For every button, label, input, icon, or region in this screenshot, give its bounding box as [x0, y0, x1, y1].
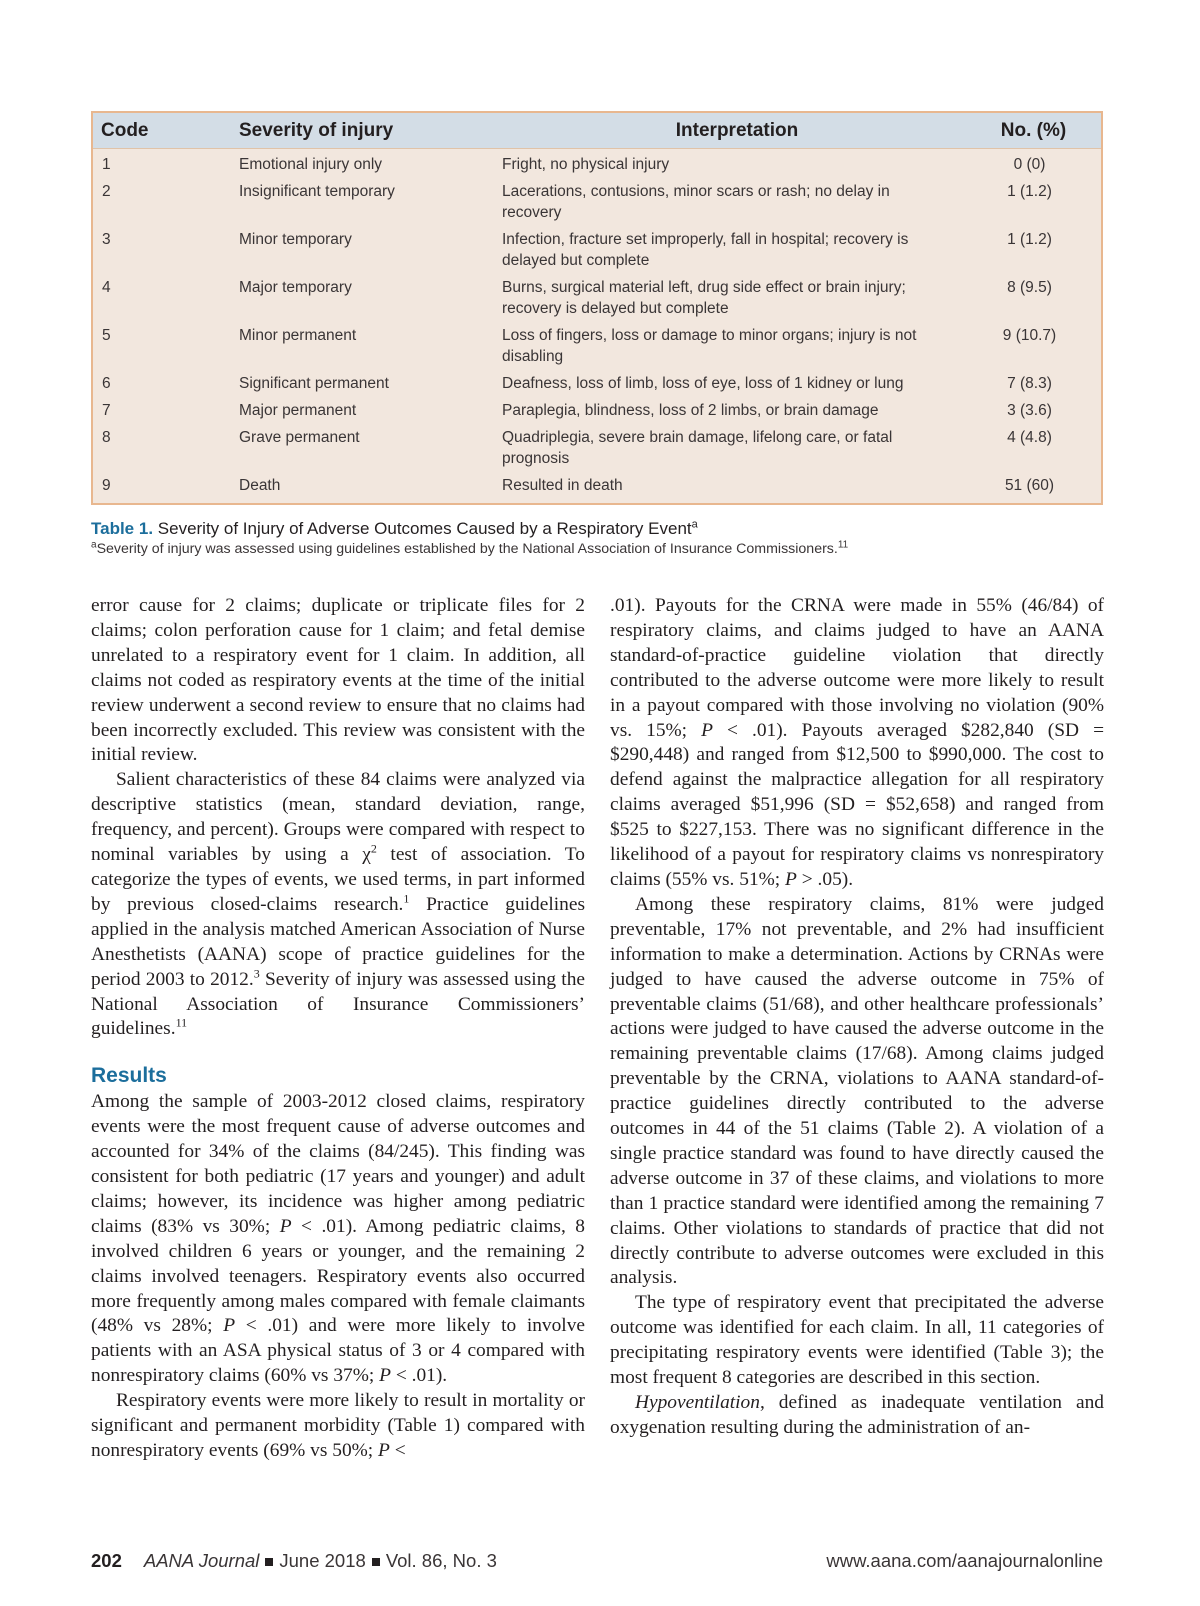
text-run: Salient characteristics of these 84 claims were analyzed via descriptive statistics (mean, standard deviation, range, frequency, and percent). Groups were compared with respect to nominal variables by using a χ	[91, 769, 585, 866]
text-run: .01). Payouts for the CRNA were made in 55% (46/84) of respiratory claims, and claims judged to have an AANA standard-of-practice guideline violation that directly contributed to the adverse outcome were more likely to result in a payout compared with those involving no violation (90% vs. 15%;	[610, 595, 1104, 741]
issue-volume: Vol. 86, No. 3	[385, 1550, 497, 1571]
paragraph: The type of respiratory event that precipitated the adverse outcome was identified for each claim. In all, 11 categories of precipitating respiratory events were identified (Table 3); the most frequent 8 categories are described in this section.	[610, 1292, 1104, 1389]
paragraph: error cause for 2 claims; duplicate or triplicate files for 2 claims; colon perforation cause for 1 claim; and fetal demise unrelated to a respiratory event for 1 claim. In addition, all claims not coded as respiratory events at the time of the initial review underwent a second review to ensure that no claims had been incorrectly excluded. This review was consistent with the initial review.	[91, 595, 585, 766]
table-row	[93, 400, 1101, 421]
table-body	[93, 149, 1101, 503]
table-caption-label: Table 1.	[91, 519, 154, 538]
cell-code: 1	[102, 156, 111, 173]
table-caption	[91, 519, 1103, 539]
cell-interpretation: Deafness, loss of limb, loss of eye, loss of 1 kidney or lung	[502, 375, 904, 392]
cell-interpretation: Quadriplegia, severe brain damage, lifelong care, or fatal prognosis	[502, 429, 893, 467]
p-value-symbol: P	[279, 1215, 292, 1237]
table-row	[93, 373, 1101, 394]
cell-count: 4 (4.8)	[1007, 429, 1052, 446]
cell-count: 8 (9.5)	[1007, 279, 1052, 296]
table-row	[93, 229, 1101, 271]
cell-severity: Emotional injury only	[239, 156, 383, 173]
cell-severity: Minor temporary	[239, 231, 352, 248]
footnote-ref: 11	[837, 539, 849, 551]
p-value-symbol: P	[701, 719, 713, 741]
cell-code: 7	[102, 402, 111, 419]
table-row	[93, 277, 1101, 319]
footnote-text: Severity of injury was assessed using guidelines established by the National Association of Insurance Commissioners.	[96, 541, 838, 557]
page-footer	[91, 1550, 1103, 1576]
p-value-symbol: P	[379, 1365, 391, 1387]
citation: 1	[403, 891, 410, 906]
paragraph	[91, 1389, 585, 1464]
header-code: Code	[101, 119, 149, 141]
table-row	[93, 475, 1101, 496]
cell-count: 3 (3.6)	[1007, 402, 1052, 419]
cell-severity: Minor permanent	[239, 327, 357, 344]
cell-interpretation: Fright, no physical injury	[502, 156, 670, 173]
text-run: test of association. To categorize the types of events, we used terms, in part informed by previous closed-claims research.	[91, 844, 585, 915]
cell-severity: Death	[239, 477, 281, 494]
page-number: 202	[91, 1550, 122, 1571]
cell-code: 4	[102, 279, 111, 296]
cell-count: 7 (8.3)	[1007, 375, 1052, 392]
text-run: < .01).	[390, 1365, 448, 1387]
p-value-symbol: P	[223, 1315, 236, 1337]
cell-count: 1 (1.2)	[1007, 183, 1052, 200]
paragraph	[91, 1090, 585, 1389]
footnote-marker: a	[91, 539, 97, 551]
table-footnote	[91, 541, 1103, 557]
cell-severity: Major permanent	[239, 402, 357, 419]
journal-name: AANA Journal	[143, 1550, 260, 1571]
square-bullet-icon	[265, 1558, 273, 1566]
p-value-symbol: P	[378, 1440, 390, 1461]
term: Hypoventilation	[635, 1392, 760, 1413]
header-count: No. (%)	[1000, 119, 1067, 141]
right-column	[610, 594, 1104, 1441]
paragraph	[610, 1391, 1104, 1441]
table-header	[93, 113, 1101, 149]
issue-date: June 2018	[279, 1550, 366, 1571]
cell-interpretation: Resulted in death	[502, 477, 623, 494]
cell-code: 6	[102, 375, 111, 392]
text-run: < .01). Among pediatric claims, 8 involved children 6 years or younger, and the remaining 2 claims involved teenagers. Respiratory events also occurred more frequently among males compared with female claimants (48% vs 28%;	[91, 1215, 585, 1337]
cell-interpretation: Loss of fingers, loss or damage to minor organs; injury is not disabling	[502, 327, 917, 365]
cell-code: 9	[102, 477, 111, 494]
cell-interpretation: Infection, fracture set improperly, fall in hospital; recovery is delayed but complete	[502, 231, 909, 269]
text-run: < .01). Payouts averaged $282,840 (SD = $290,448) and ranged from $12,500 to $990,000. The cost to defend against the malpractice allegation for all respiratory claims averaged $51,996 (SD = $52,658) and ranged from $525 to $227,153. There was no significant difference in the likelihood of a payout for respiratory claims vs nonrespiratory claims (55% vs. 51%;	[610, 719, 1105, 890]
cell-severity: Grave permanent	[239, 429, 360, 446]
text-run: Respiratory events were more likely to result in mortality or significant and permanent morbidity (Table 1) compared with nonrespiratory events (69% vs 50%;	[91, 1390, 585, 1461]
journal-url[interactable]: www.aana.com/aanajournalonline	[826, 1550, 1103, 1571]
table-caption-text: Severity of Injury of Adverse Outcomes Caused by a Respiratory Event	[153, 519, 692, 538]
cell-severity: Significant permanent	[239, 375, 389, 392]
citation: 11	[175, 1015, 188, 1030]
text-run: Practice guidelines applied in the analysis matched American Association of Nurse Anesthetists (AANA) scope of practice guidelines for the period 2003 to 2012.	[91, 893, 585, 990]
text-run: Severity of injury was assessed using the National Association of Insurance Commissioners’ guidelines.	[91, 968, 586, 1040]
text-run: , defined as inadequate ventilation and oxygenation resulting during the administration of an-	[610, 1392, 1104, 1438]
citation: 3	[253, 966, 260, 981]
text-run: > .05).	[796, 868, 854, 890]
cell-severity: Insignificant temporary	[239, 183, 395, 200]
paragraph	[91, 768, 585, 1042]
text-run: Among the sample of 2003-2012 closed claims, respiratory events were the most frequent cause of adverse outcomes and accounted for 34% of the claims (84/245). This finding was consistent for both pediatric (17 years and younger) and adult claims; however, its incidence was higher among pediatric claims (83% vs 30%;	[91, 1091, 585, 1237]
cell-interpretation: Burns, surgical material left, drug side effect or brain injury; recovery is delayed but complete	[502, 279, 906, 317]
results-heading: Results	[91, 1064, 167, 1088]
severity-table	[91, 111, 1103, 505]
text-run: <	[389, 1440, 406, 1461]
cell-code: 2	[102, 183, 111, 200]
cell-code: 3	[102, 231, 111, 248]
left-column	[91, 594, 585, 1464]
cell-count: 0 (0)	[1013, 156, 1046, 173]
cell-count: 51 (60)	[1004, 477, 1055, 494]
table-row	[93, 427, 1101, 469]
cell-count: 1 (1.2)	[1007, 231, 1052, 248]
table-caption-sup: a	[691, 518, 698, 531]
cell-interpretation: Paraplegia, blindness, loss of 2 limbs, or brain damage	[502, 402, 879, 419]
paragraph: Among these respiratory claims, 81% were judged preventable, 17% not preventable, and 2% had insufficient information to make a determination. Actions by CRNAs were judged to have caused the adverse outcome in 75% of preventable claims (51/68), and other healthcare professionals’ actions were judged to have caused the adverse outcome in the remaining preventable claims (17/68). Among claims judged preventable by the CRNA, violations to AANA standard-of-practice guidelines directly contributed to the adverse outcomes in 44 of the 51 claims (Table 2). A violation of a single practice standard was found to have directly caused the adverse outcome in 37 of these claims, and violations to more than 1 practice standard were identified among the remaining 7 claims. Other violations to standards of practice that did not directly contribute to adverse outcomes were excluded in this analysis.	[610, 893, 1104, 1289]
table-row	[93, 181, 1101, 223]
cell-code: 8	[102, 429, 111, 446]
table-row	[93, 325, 1101, 367]
cell-severity: Major temporary	[239, 279, 352, 296]
cell-code: 5	[102, 327, 111, 344]
paragraph	[610, 594, 1104, 893]
header-interpretation: Interpretation	[675, 119, 799, 141]
cell-interpretation: Lacerations, contusions, minor scars or rash; no delay in recovery	[502, 183, 890, 221]
p-value-symbol: P	[785, 868, 797, 890]
table-row	[93, 154, 1101, 175]
header-severity: Severity of injury	[239, 119, 394, 141]
cell-count: 9 (10.7)	[1002, 327, 1057, 344]
superscript: 2	[370, 841, 377, 856]
square-bullet-icon	[372, 1558, 380, 1566]
text-run: < .01) and were more likely to involve patients with an ASA physical status of 3 or 4 compared with nonrespiratory claims (60% vs 37%;	[91, 1315, 585, 1387]
